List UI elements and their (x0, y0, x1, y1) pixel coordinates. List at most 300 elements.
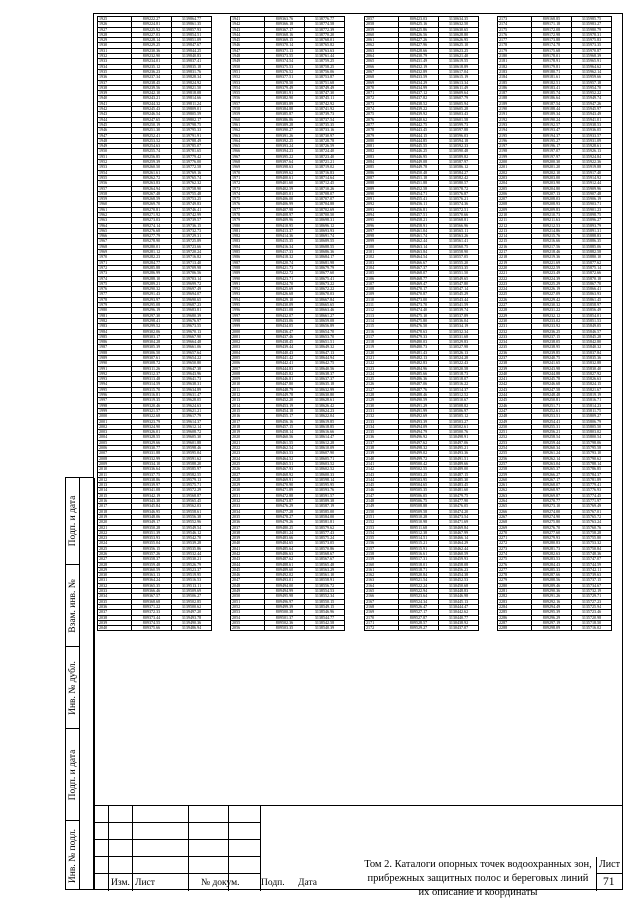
point-number: 1932 (98, 54, 132, 59)
x-coordinate: 809524.34 (399, 599, 439, 604)
y-coordinate: 3138635.18 (305, 382, 345, 387)
y-coordinate: 3135830.40 (572, 366, 612, 371)
y-coordinate: 3130626.95 (439, 38, 479, 43)
point-number: 2009 (98, 461, 132, 466)
y-coordinate: 3135737.15 (572, 578, 612, 583)
point-number: 2249 (498, 419, 532, 424)
x-coordinate: 809186.64 (532, 96, 572, 101)
x-coordinate: 809424.70 (265, 281, 305, 286)
y-coordinate: 3139516.53 (172, 578, 212, 583)
x-coordinate: 809288.10 (132, 276, 172, 281)
x-coordinate: 809515.21 (399, 541, 439, 546)
x-coordinate: 809415.35 (265, 239, 305, 244)
x-coordinate: 809453.19 (265, 403, 305, 408)
y-coordinate: 3135786.85 (572, 467, 612, 472)
y-coordinate: 3135771.97 (572, 499, 612, 504)
x-coordinate: 809359.48 (132, 562, 172, 567)
point-number: 2034 (98, 594, 132, 599)
x-coordinate: 809178.01 (532, 54, 572, 59)
y-coordinate: 3138737.54 (305, 117, 345, 122)
y-coordinate: 3139535.86 (172, 546, 212, 551)
point-number: 2151 (365, 514, 399, 519)
y-coordinate: 3135943.49 (572, 112, 612, 117)
x-coordinate: 809505.35 (399, 488, 439, 493)
y-coordinate: 3135885.06 (572, 244, 612, 249)
x-coordinate: 809214.86 (532, 228, 572, 233)
point-number: 2028 (98, 562, 132, 567)
y-coordinate: 3130576.21 (439, 197, 479, 202)
point-number: 2040 (98, 626, 132, 631)
x-coordinate: 809493.39 (399, 419, 439, 424)
y-coordinate: 3138770.20 (305, 32, 345, 37)
side-strip-labels (66, 478, 80, 889)
x-coordinate: 809506.75 (399, 499, 439, 504)
y-coordinate: 3138707.07 (305, 197, 345, 202)
y-coordinate: 3130628.80 (439, 32, 479, 37)
x-coordinate: 809356.15 (132, 546, 172, 551)
point-number: 2179 (498, 48, 532, 53)
y-coordinate: 3130584.27 (439, 170, 479, 175)
x-coordinate: 809218.46 (532, 250, 572, 255)
y-coordinate: 3130440.77 (439, 615, 479, 620)
point-number: 2167 (365, 599, 399, 604)
point-number: 2183 (498, 69, 532, 74)
point-number: 1963 (98, 218, 132, 223)
point-number: 1953 (98, 165, 132, 170)
x-coordinate: 809299.52 (132, 324, 172, 329)
x-coordinate: 809392.25 (265, 138, 305, 143)
x-coordinate: 809475.10 (399, 313, 439, 318)
y-coordinate: 3130609.64 (439, 91, 479, 96)
x-coordinate: 809451.88 (399, 181, 439, 186)
x-coordinate: 809428.66 (399, 48, 439, 53)
x-coordinate: 809495.98 (265, 594, 305, 599)
y-coordinate: 3138686.36 (305, 250, 345, 255)
point-number: 1948 (231, 54, 265, 59)
point-number: 2046 (231, 573, 265, 578)
x-coordinate: 809446.81 (265, 377, 305, 382)
y-coordinate: 3138765.82 (305, 43, 345, 48)
y-coordinate: 3138616.66 (305, 430, 345, 435)
point-number: 2030 (98, 573, 132, 578)
x-coordinate: 809461.55 (265, 440, 305, 445)
x-coordinate: 809437.46 (265, 334, 305, 339)
point-number: 2126 (365, 382, 399, 387)
y-coordinate: 3139706.56 (172, 271, 212, 276)
y-coordinate: 3135849.05 (572, 324, 612, 329)
point-number: 2129 (365, 398, 399, 403)
y-coordinate: 3130605.28 (439, 107, 479, 112)
x-coordinate: 809451.18 (399, 175, 439, 180)
y-coordinate: 3139713.40 (172, 260, 212, 265)
x-coordinate: 809183.41 (532, 85, 572, 90)
x-coordinate: 809254.63 (132, 144, 172, 149)
y-coordinate: 3138603.52 (305, 461, 345, 466)
x-coordinate: 809389.28 (265, 122, 305, 127)
y-coordinate: 3139621.21 (172, 408, 212, 413)
x-coordinate: 809219.36 (532, 255, 572, 260)
y-coordinate: 3138677.60 (305, 271, 345, 276)
point-number: 1931 (98, 48, 132, 53)
point-number: 2131 (365, 408, 399, 413)
x-coordinate: 809502.36 (265, 620, 305, 625)
x-coordinate: 809268.59 (132, 197, 172, 202)
y-coordinate: 3130534.19 (439, 324, 479, 329)
y-coordinate: 3135753.32 (572, 541, 612, 546)
x-coordinate: 809445.82 (265, 371, 305, 376)
y-coordinate: 3130617.04 (439, 69, 479, 74)
point-number: 2011 (98, 472, 132, 477)
y-coordinate: 3139818.08 (172, 91, 212, 96)
side-cell-sign-date-1 (66, 478, 79, 565)
x-coordinate: 809172.08 (532, 27, 572, 32)
x-coordinate: 809381.91 (265, 91, 305, 96)
point-number: 2011 (231, 387, 265, 392)
y-coordinate: 3139509.69 (172, 589, 212, 594)
y-coordinate: 3130545.29 (439, 292, 479, 297)
point-number: 1975 (231, 197, 265, 202)
y-coordinate: 3139546.12 (172, 530, 212, 535)
y-coordinate: 3139809.01 (172, 107, 212, 112)
x-coordinate: 809471.89 (265, 488, 305, 493)
x-coordinate: 809236.25 (532, 329, 572, 334)
point-number: 2205 (498, 186, 532, 191)
y-coordinate: 3130574.36 (439, 202, 479, 207)
point-number: 2168 (365, 604, 399, 609)
x-coordinate: 809425.16 (399, 22, 439, 27)
x-coordinate: 809406.99 (265, 202, 305, 207)
y-coordinate: 3130558.90 (439, 250, 479, 255)
point-number: 2146 (365, 488, 399, 493)
point-number: 2283 (498, 599, 532, 604)
y-coordinate: 3138774.58 (305, 22, 345, 27)
x-coordinate: 809523.64 (399, 594, 439, 599)
x-coordinate: 809522.24 (399, 583, 439, 588)
point-number: 1961 (231, 122, 265, 127)
point-number: 1929 (98, 38, 132, 43)
point-number: 2095 (365, 218, 399, 223)
y-coordinate: 3138591.57 (305, 493, 345, 498)
point-number: 1995 (98, 387, 132, 392)
x-coordinate: 809260.34 (532, 446, 572, 451)
point-number: 1943 (231, 27, 265, 32)
point-number: 2118 (365, 340, 399, 345)
x-coordinate: 809434.05 (265, 324, 305, 329)
point-number: 1947 (231, 48, 265, 53)
point-number: 2032 (98, 583, 132, 588)
y-coordinate: 3139694.07 (172, 292, 212, 297)
y-coordinate: 3138747.30 (305, 91, 345, 96)
y-coordinate: 3139864.77 (172, 17, 212, 22)
point-number: 2120 (365, 350, 399, 355)
y-coordinate: 3130483.45 (439, 483, 479, 488)
y-coordinate: 3138558.91 (305, 578, 345, 583)
x-coordinate: 809482.83 (399, 361, 439, 366)
x-coordinate: 809432.89 (399, 69, 439, 74)
y-coordinate: 3130460.59 (439, 551, 479, 556)
y-coordinate: 3135795.58 (572, 446, 612, 451)
y-coordinate: 3139598.46 (172, 446, 212, 451)
x-coordinate: 809499.72 (399, 456, 439, 461)
point-number: 2232 (498, 329, 532, 334)
y-coordinate: 3130510.67 (439, 398, 479, 403)
y-coordinate: 3138688.55 (305, 244, 345, 249)
x-coordinate: 809515.91 (399, 546, 439, 551)
y-coordinate: 3138661.27 (305, 313, 345, 318)
x-coordinate: 809285.33 (532, 567, 572, 572)
point-number: 2192 (498, 117, 532, 122)
point-number: 1937 (98, 80, 132, 85)
point-number: 1993 (231, 292, 265, 297)
point-number: 2016 (98, 499, 132, 504)
point-number: 2017 (98, 504, 132, 509)
y-coordinate: 3139697.49 (172, 287, 212, 292)
y-coordinate: 3139798.75 (172, 122, 212, 127)
y-coordinate: 3139840.83 (172, 54, 212, 59)
point-number: 1987 (231, 260, 265, 265)
y-coordinate: 3130607.79 (439, 96, 479, 101)
point-number: 2224 (498, 287, 532, 292)
x-coordinate: 809312.37 (132, 371, 172, 376)
y-coordinate: 3138728.78 (305, 138, 345, 143)
point-number: 1990 (231, 276, 265, 281)
point-number: 2084 (365, 160, 399, 165)
y-coordinate: 3130531.68 (439, 334, 479, 339)
point-number: 2149 (365, 504, 399, 509)
point-number: 1991 (231, 281, 265, 286)
y-coordinate: 3135748.36 (572, 551, 612, 556)
y-coordinate: 3138759.25 (305, 59, 345, 64)
y-coordinate: 3135758.28 (572, 530, 612, 535)
y-coordinate: 3135858.97 (572, 303, 612, 308)
y-coordinate: 3135832.88 (572, 361, 612, 366)
y-coordinate: 3130587.97 (439, 160, 479, 165)
point-number: 1980 (98, 308, 132, 313)
x-coordinate: 809345.84 (132, 504, 172, 509)
point-number: 2055 (231, 620, 265, 625)
x-coordinate: 809232.12 (532, 313, 572, 318)
x-coordinate: 809278.90 (132, 239, 172, 244)
x-coordinate: 809315.70 (132, 387, 172, 392)
x-coordinate: 809224.39 (532, 276, 572, 281)
point-number: 2088 (365, 181, 399, 186)
y-coordinate: 3130619.55 (439, 59, 479, 64)
point-number: 2026 (231, 467, 265, 472)
y-coordinate: 3135901.23 (572, 207, 612, 212)
y-coordinate: 3135806.79 (572, 419, 612, 424)
y-coordinate: 3139844.25 (172, 48, 212, 53)
x-coordinate: 809308.72 (132, 361, 172, 366)
y-coordinate: 3139654.22 (172, 356, 212, 361)
point-number: 2240 (498, 371, 532, 376)
point-number: 2201 (498, 165, 532, 170)
x-coordinate: 809487.06 (399, 382, 439, 387)
point-number: 2173 (498, 17, 532, 22)
x-coordinate: 809458.91 (399, 223, 439, 228)
point-number: 2254 (498, 446, 532, 451)
y-coordinate: 3130485.30 (439, 477, 479, 482)
point-number: 2280 (498, 583, 532, 588)
y-coordinate: 3139490.36 (172, 620, 212, 625)
y-coordinate: 3135742.11 (572, 567, 612, 572)
point-number: 2279 (498, 578, 532, 583)
x-coordinate: 809393.24 (265, 144, 305, 149)
y-coordinate: 3139497.20 (172, 610, 212, 615)
x-coordinate: 809268.97 (532, 488, 572, 493)
y-coordinate: 3138585.00 (305, 509, 345, 514)
point-number: 1985 (231, 250, 265, 255)
x-coordinate: 809291.43 (132, 292, 172, 297)
x-coordinate: 809494.79 (399, 430, 439, 435)
x-coordinate: 809469.91 (265, 477, 305, 482)
point-number: 2264 (498, 499, 532, 504)
point-number: 1976 (231, 202, 265, 207)
x-coordinate: 809468.07 (399, 271, 439, 276)
point-number: 1974 (231, 191, 265, 196)
point-number: 2236 (498, 350, 532, 355)
point-number: 2281 (498, 589, 532, 594)
y-coordinate: 3135729.71 (572, 594, 612, 599)
y-coordinate: 3130625.10 (439, 43, 479, 48)
point-number: 2068 (365, 75, 399, 80)
y-coordinate: 3135875.14 (572, 265, 612, 270)
x-coordinate: 809270.81 (132, 207, 172, 212)
point-number: 1974 (98, 276, 132, 281)
point-number: 2024 (231, 456, 265, 461)
x-coordinate: 809410.95 (265, 223, 305, 228)
y-coordinate: 3139500.62 (172, 604, 212, 609)
point-number: 1988 (231, 265, 265, 270)
point-number: 2022 (231, 446, 265, 451)
y-coordinate: 3130444.47 (439, 604, 479, 609)
y-coordinate: 3138714.64 (305, 175, 345, 180)
x-coordinate: 809193.47 (532, 128, 572, 133)
point-number: 2124 (365, 371, 399, 376)
y-coordinate: 3130634.35 (439, 17, 479, 22)
y-coordinate: 3130566.96 (439, 223, 479, 228)
x-coordinate: 809260.50 (132, 165, 172, 170)
x-coordinate: 809329.66 (132, 440, 172, 445)
x-coordinate: 809239.85 (532, 350, 572, 355)
x-coordinate: 809462.54 (265, 446, 305, 451)
x-coordinate: 809251.30 (132, 128, 172, 133)
point-number: 2143 (365, 472, 399, 477)
point-number: 1960 (98, 202, 132, 207)
x-coordinate: 809350.28 (132, 525, 172, 530)
point-number: 2202 (498, 170, 532, 175)
point-number: 2288 (498, 626, 532, 631)
y-coordinate: 3135798.06 (572, 440, 612, 445)
y-coordinate: 3138618.85 (305, 424, 345, 429)
point-number: 1994 (231, 297, 265, 302)
x-coordinate: 809263.04 (532, 461, 572, 466)
y-coordinate: 3130459.93 (439, 557, 479, 562)
x-coordinate: 809181.61 (532, 75, 572, 80)
point-number: 2012 (231, 393, 265, 398)
x-coordinate: 809262.72 (132, 175, 172, 180)
point-number: 2128 (365, 393, 399, 398)
y-coordinate: 3138570.86 (305, 546, 345, 551)
y-coordinate: 3130506.97 (439, 408, 479, 413)
x-coordinate: 809293.97 (132, 297, 172, 302)
x-coordinate: 809487.76 (399, 387, 439, 392)
y-coordinate: 3138552.34 (305, 594, 345, 599)
x-coordinate: 809197.07 (532, 149, 572, 154)
y-coordinate: 3139788.49 (172, 138, 212, 143)
y-coordinate: 3138653.70 (305, 334, 345, 339)
y-coordinate: 3135851.53 (572, 318, 612, 323)
x-coordinate: 809208.03 (532, 197, 572, 202)
x-coordinate: 809454.18 (265, 408, 305, 413)
table-row (231, 626, 345, 631)
point-number: 1978 (98, 297, 132, 302)
y-coordinate: 3130476.05 (439, 504, 479, 509)
y-coordinate: 3139723.66 (172, 244, 212, 249)
y-coordinate: 3135880.10 (572, 255, 612, 260)
y-coordinate: 3138649.32 (305, 345, 345, 350)
point-number: 2066 (365, 64, 399, 69)
y-coordinate: 3139585.97 (172, 467, 212, 472)
y-coordinate: 3138632.99 (305, 387, 345, 392)
y-coordinate: 3135983.27 (572, 22, 612, 27)
y-coordinate: 3138772.39 (305, 27, 345, 32)
point-number: 2003 (231, 345, 265, 350)
y-coordinate: 3139661.06 (172, 345, 212, 350)
point-number: 2245 (498, 398, 532, 403)
point-number: 2215 (498, 239, 532, 244)
y-coordinate: 3138693.93 (305, 228, 345, 233)
y-coordinate: 3130537.89 (439, 313, 479, 318)
y-coordinate: 3138612.28 (305, 440, 345, 445)
y-coordinate: 3135767.01 (572, 509, 612, 514)
x-coordinate: 809455.41 (399, 197, 439, 202)
x-coordinate: 809281.73 (532, 546, 572, 551)
point-number: 2005 (98, 440, 132, 445)
point-number: 2199 (498, 154, 532, 159)
point-number: 1968 (98, 244, 132, 249)
x-coordinate: 809436.47 (265, 329, 305, 334)
y-coordinate: 3135975.83 (572, 38, 612, 43)
x-coordinate: 809221.69 (532, 260, 572, 265)
y-coordinate: 3138704.88 (305, 202, 345, 207)
point-number: 1945 (98, 122, 132, 127)
point-number: 2133 (365, 419, 399, 424)
y-coordinate: 3135845.28 (572, 334, 612, 339)
y-coordinate: 3139791.91 (172, 133, 212, 138)
x-coordinate: 809438.52 (399, 101, 439, 106)
point-number: 2114 (365, 318, 399, 323)
point-number: 2176 (498, 32, 532, 37)
x-coordinate: 809222.27 (132, 17, 172, 22)
point-number: 2165 (365, 589, 399, 594)
x-coordinate: 809503.25 (399, 472, 439, 477)
x-coordinate: 809426.56 (399, 32, 439, 37)
point-number: 2032 (231, 499, 265, 504)
sheet-label: Лист (599, 859, 620, 870)
point-number: 1997 (98, 398, 132, 403)
point-number: 1930 (98, 43, 132, 48)
point-number: 1972 (231, 181, 265, 186)
point-number: 1966 (231, 149, 265, 154)
x-coordinate: 809491.29 (399, 403, 439, 408)
point-number: 1951 (98, 154, 132, 159)
y-coordinate: 3130536.04 (439, 318, 479, 323)
x-coordinate: 809430.09 (265, 303, 305, 308)
x-coordinate: 809342.19 (132, 493, 172, 498)
y-coordinate: 3139811.24 (172, 101, 212, 106)
x-coordinate: 809253.52 (132, 138, 172, 143)
point-number: 1986 (98, 340, 132, 345)
